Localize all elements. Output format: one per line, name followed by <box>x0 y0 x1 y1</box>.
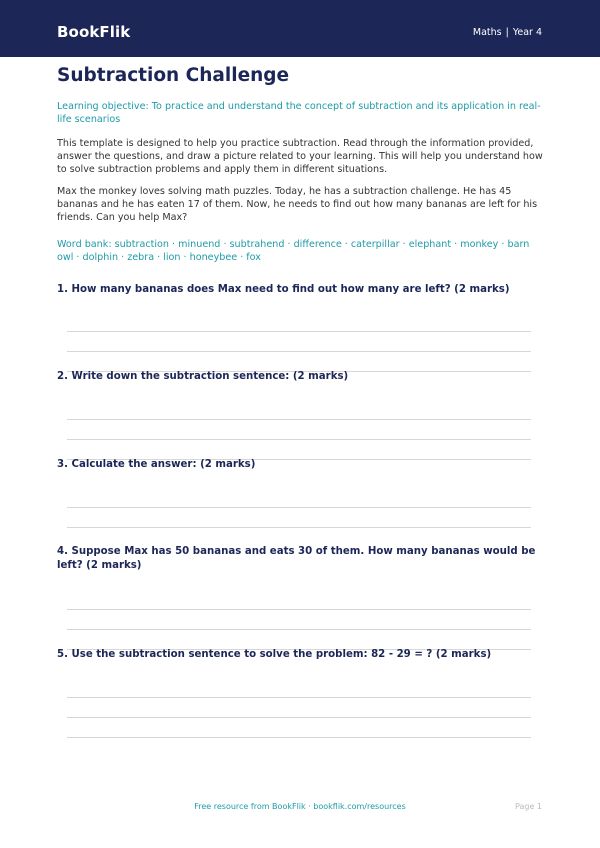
word-bank: Word bank: subtraction · minuend · subtrahend · difference · caterpillar · elephant · monkey · barn owl · dolphin · zebra · lion · honeybee · fox <box>57 239 530 263</box>
answer-line[interactable] <box>67 527 531 528</box>
answer-line[interactable] <box>67 737 531 738</box>
answer-line[interactable] <box>67 331 531 332</box>
story-paragraph: Max the monkey loves solving math puzzles. Today, he has a subtraction challenge. He has 45 bananas and he has eaten 17 of them. Now, he needs to find out how many bananas are left for his friends. Can you help Max? <box>57 186 538 223</box>
year-label: Year 4 <box>512 27 542 38</box>
answer-line[interactable] <box>67 609 531 610</box>
answer-line[interactable] <box>67 419 531 420</box>
answer-line[interactable] <box>67 717 531 718</box>
subject-separator: | <box>505 27 509 38</box>
answer-line[interactable] <box>67 507 531 508</box>
answer-line[interactable] <box>67 439 531 440</box>
answer-line[interactable] <box>67 697 531 698</box>
question-1-label: 1. How many bananas does Max need to find out how many are left? (2 marks) <box>57 284 510 295</box>
brand-logo-text: BookFlik <box>57 23 131 41</box>
footer-credit: Free resource from BookFlik · bookflik.com/resources <box>194 802 406 811</box>
question-2-label: 2. Write down the subtraction sentence: (2 marks) <box>57 371 349 382</box>
question-4-label: 4. Suppose Max has 50 bananas and eats 30 of them. How many bananas would be left? (2 marks) <box>57 546 536 571</box>
subject-year-label <box>473 27 542 39</box>
question-3-label: 3. Calculate the answer: (2 marks) <box>57 459 256 470</box>
answer-line[interactable] <box>67 351 531 352</box>
page-number: Page 1 <box>515 802 542 811</box>
question-5-label: 5. Use the subtraction sentence to solve the problem: 82 - 29 = ? (2 marks) <box>57 649 492 660</box>
intro-paragraph: This template is designed to help you practice subtraction. Read through the information provided, answer the questions, and draw a picture related to your learning. This will help you understand how to solve subtraction problems and apply them in different situations. <box>57 138 543 175</box>
learning-objective: Learning objective: To practice and understand the concept of subtraction and its application in real-life scenarios <box>57 101 541 125</box>
subject-label: Maths <box>472 27 502 38</box>
answer-line[interactable] <box>67 629 531 630</box>
page-header <box>0 0 600 57</box>
page-title: Subtraction Challenge <box>57 65 290 86</box>
